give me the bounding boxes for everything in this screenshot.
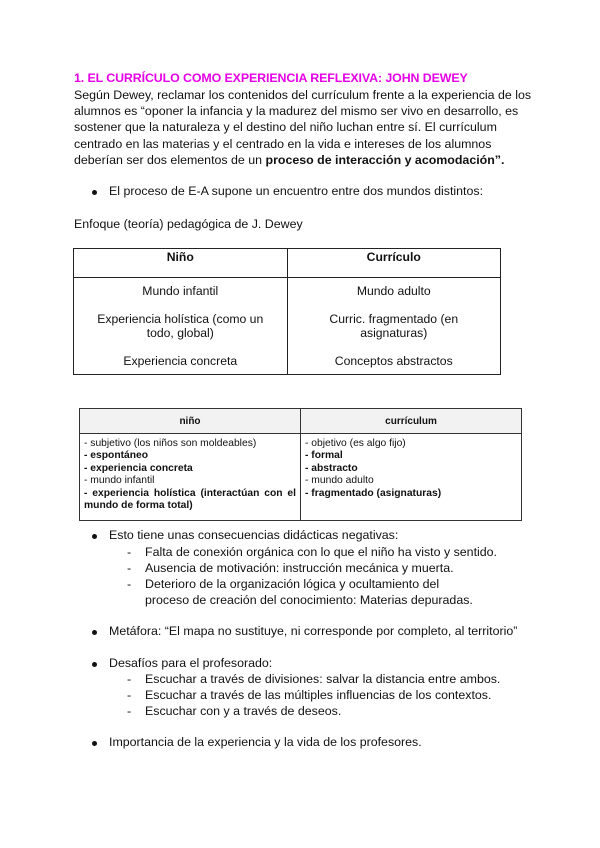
dewey-table: [73, 248, 501, 375]
bullet-text: El proceso de E-A supone un encuentro entre dos mundos distintos:: [109, 184, 484, 198]
cell-line: Conceptos abstractos: [334, 354, 453, 368]
table-header-curriculo: Currículo: [287, 249, 501, 278]
bullet-text: Desafíos para el profesorado:: [109, 656, 273, 670]
image-cell-line: - experiencia holística (interactúan con el mundo de forma total): [84, 487, 296, 512]
dash-icon: -: [127, 688, 132, 702]
cell-line: Curric. fragmentado (en asignaturas): [329, 312, 459, 340]
image-cell-line: - espontáneo: [84, 450, 149, 462]
dash-icon: -: [127, 704, 132, 718]
bullet-dot-icon: [92, 662, 97, 667]
cell-line: Mundo infantil: [142, 284, 219, 298]
cell-line: Mundo adulto: [356, 284, 431, 298]
image-table-cell-curriculum: [301, 434, 522, 521]
image-cell-line: - subjetivo (los niños son moldeables): [84, 438, 257, 449]
image-table-header-nino: niño: [80, 409, 301, 434]
image-table-cell-nino: [80, 434, 301, 521]
enfoque-caption: Enfoque (teoría) pedagógica de J. Dewey: [74, 217, 303, 231]
image-cell-line: - mundo infantil: [84, 475, 155, 487]
table-cell-curriculo: [287, 278, 501, 375]
intro-paragraph: [74, 87, 534, 168]
bullet-dot-icon: [92, 534, 97, 539]
image-cell-line: - abstracto: [305, 462, 358, 474]
image-table-header-curriculum: currículum: [301, 409, 522, 434]
table-cell-nino: [74, 278, 288, 375]
cell-line: Experiencia holística (como un todo, global): [97, 312, 264, 340]
sub-item-text: Escuchar a través de las múltiples influencias de los contextos.: [145, 688, 492, 702]
dash-icon: -: [127, 672, 132, 686]
bullet-dot-icon: [92, 630, 97, 635]
table-header-nino: Niño: [74, 249, 288, 278]
image-cell-line: - formal: [305, 450, 343, 462]
intro-bold-text: proceso de interacción y acomodación”.: [265, 152, 505, 167]
bullet-text: Esto tiene unas consecuencias didácticas negativas:: [109, 528, 399, 542]
bullet-dot-icon: [92, 190, 97, 195]
comparison-image-table: [79, 408, 522, 521]
sub-item-text: Deterioro de la organización lógica y ocultamiento del proceso de creación del conocimiento: Materias depuradas.: [145, 577, 473, 607]
bullet-text: Metáfora: “El mapa no sustituye, ni corresponde por completo, al territorio”: [109, 624, 518, 638]
image-cell-line: - experiencia concreta: [84, 462, 193, 474]
image-cell-line: - fragmentado (asignaturas): [305, 487, 442, 499]
bullet-text: Importancia de la experiencia y la vida de los profesores.: [109, 735, 422, 749]
sub-item-text: Falta de conexión orgánica con lo que el niño ha visto y sentido.: [145, 545, 497, 559]
section-title: 1. EL CURRÍCULO COMO EXPERIENCIA REFLEXIVA: JOHN DEWEY: [74, 71, 468, 85]
sub-item-text: Ausencia de motivación: instrucción mecánica y muerta.: [145, 561, 454, 575]
intro-text: Según Dewey, reclamar los contenidos del currículum frente a la experiencia de los alumnos es “oponer la infancia y la madurez del mismo ser vivo en desarrollo, es sostener que la naturaleza y el destino del niño luchan entre sí. El currículum centrado en las materias y el centrado en la vida e intereses de los alumnos deberían ser dos elementos de un: [74, 88, 532, 167]
image-cell-line: - objetivo (es algo fijo): [305, 438, 406, 449]
dash-icon: -: [127, 545, 132, 559]
sub-item-text: Escuchar con y a través de deseos.: [145, 704, 342, 718]
cell-line: Experiencia concreta: [123, 354, 238, 368]
dash-icon: -: [127, 561, 132, 575]
bullet-dot-icon: [92, 741, 97, 746]
sub-item-text: Escuchar a través de divisiones: salvar la distancia entre ambos.: [145, 672, 501, 686]
image-cell-line: - mundo adulto: [305, 475, 374, 487]
dash-icon: -: [127, 577, 132, 591]
